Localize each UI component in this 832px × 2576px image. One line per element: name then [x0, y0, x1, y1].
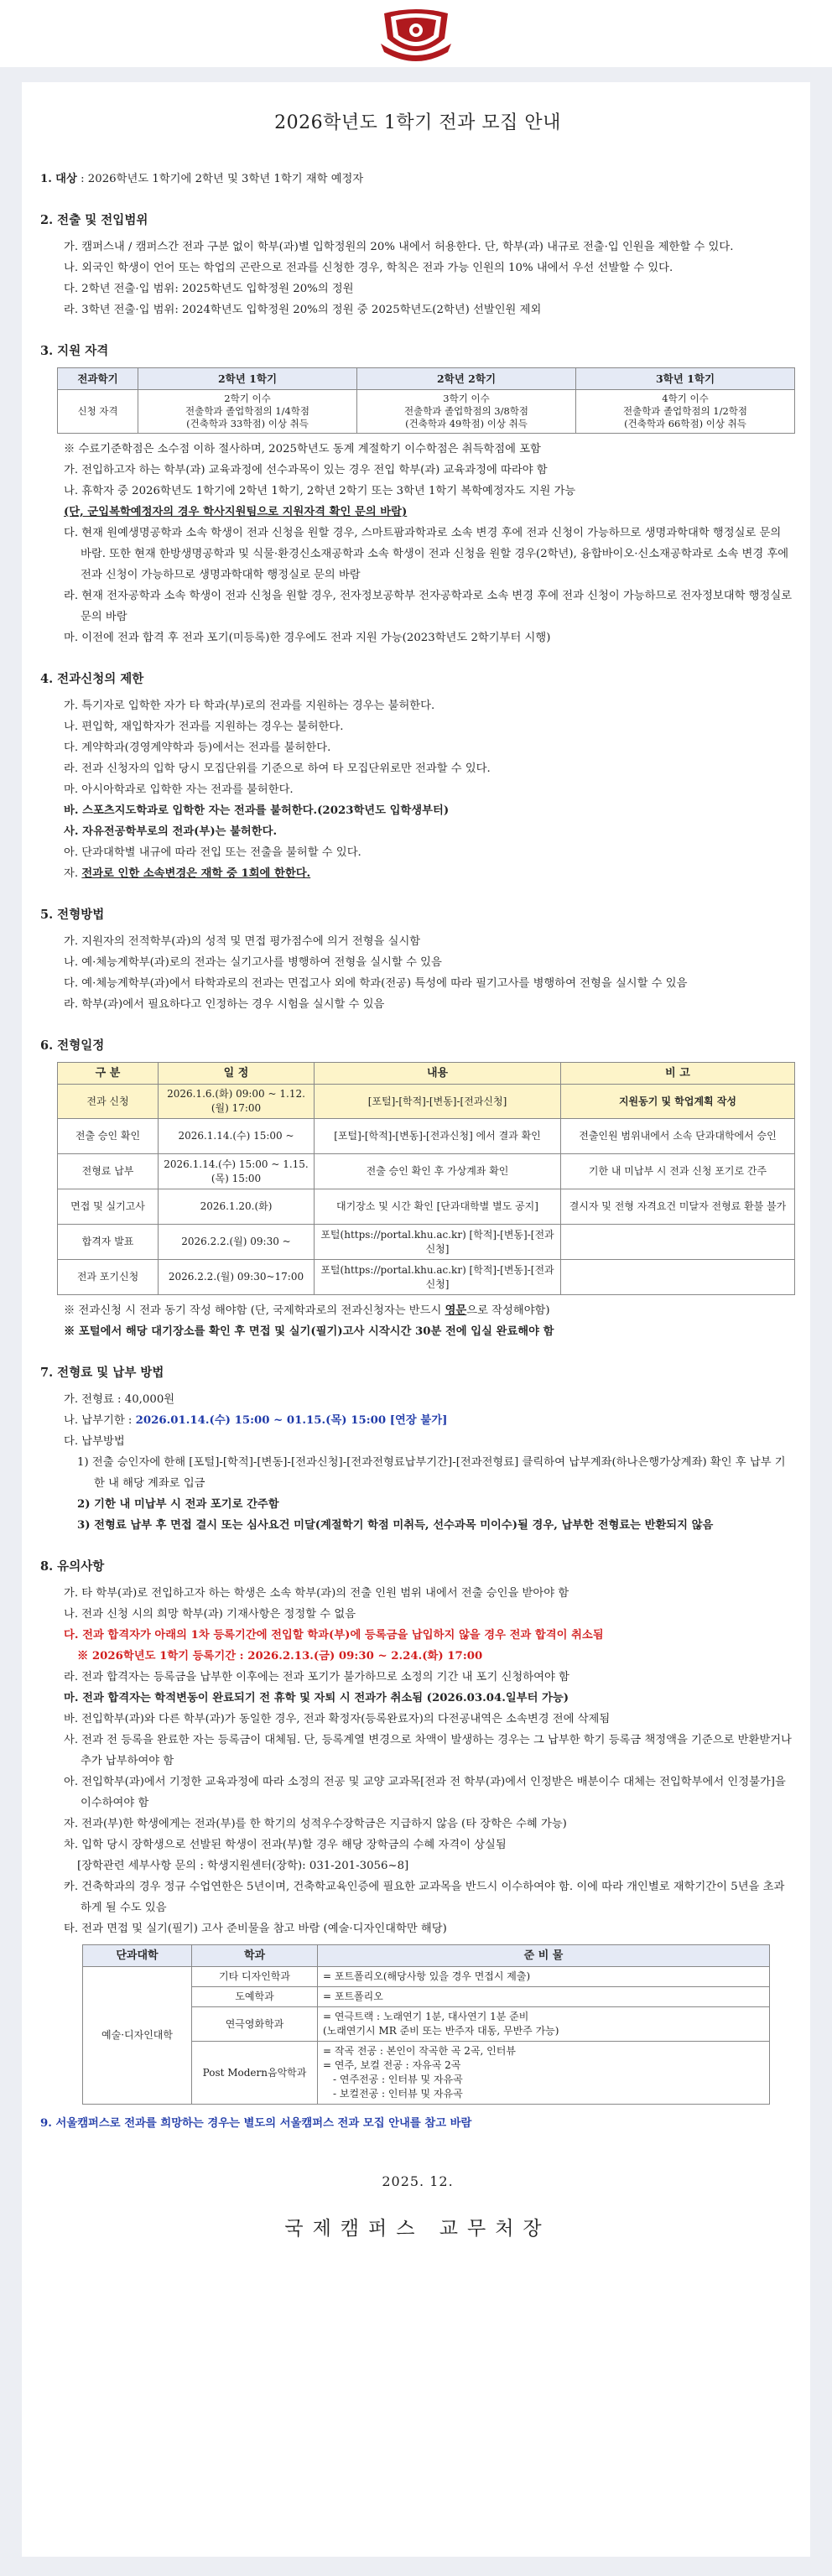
table-cell	[318, 1987, 770, 2007]
cell-line: (건축학과 49학점) 이상 취득	[405, 418, 528, 429]
table-cell: 결시자 및 전형 자격요건 미달자 전형료 환불 불가	[561, 1189, 795, 1225]
cell-line: - 연주전공 : 인터뷰 및 자유곡	[333, 2074, 463, 2085]
list-item: 가. 특기자로 입학한 자가 타 학과(부)로의 전과를 지원하는 경우는 불허한다.	[64, 700, 435, 712]
list-item: 다. 현재 원예생명공학과 소속 학생이 전과 신청을 원할 경우, 스마트팜과학과로 소속 변경 후에 전과 신청이 가능하므로 생명과학대학 행정실로 문의 바람. 또한 현재 한방생명공학과 및 식물·환경신소재공학과 소속 학생이 전과 신청을 원할 경우(2학년), 융합바이오·신소재공학과로 소속 변경 후에 전과 신청이 가능하므로 생명과학대학 행정실로 문의 바람	[64, 527, 789, 581]
cell-line: 4학기 이수	[662, 393, 709, 404]
list-item: 자. 전과(부)한 학생에게는 전과(부)를 한 학기의 성적우수장학금은 지급하지 않음 (타 장학은 수혜 가능)	[64, 1818, 567, 1830]
table-cell: [포털]-[학적]-[변동]-[전과신청]	[315, 1085, 561, 1119]
cell-line: (노래연기시 MR 준비 또는 반주자 대동, 무반주 가능)	[323, 2025, 559, 2037]
cell-line: = 연극트랙 : 노래연기 1분, 대사연기 1분 준비	[323, 2011, 529, 2022]
table-cell: 2026.2.2.(월) 09:30 ~	[159, 1225, 315, 1260]
list-item: 가. 타 학부(과)로 전입하고자 하는 학생은 소속 학부(과)의 전출 인원 범위 내에서 전출 승인을 받아야 함	[64, 1587, 569, 1600]
list-item: 마. 아시아학과로 입학한 자는 전과를 불허한다.	[64, 783, 294, 796]
list-item: 다. 계약학과(경영계약학과 등)에서는 전과를 불허한다.	[64, 742, 331, 754]
table-cell	[561, 1260, 795, 1295]
section-title: 4. 전과신청의 제한	[40, 672, 144, 686]
list-item: 가. 전입하고자 하는 학부(과) 교육과정에 선수과목이 있는 경우 전입 학부(과) 교육과정에 따라야 함	[64, 464, 548, 476]
table-cell	[576, 390, 795, 434]
note-emphasis: 영문	[445, 1304, 467, 1317]
list-item: 나. 외국인 학생이 언어 또는 학업의 곤란으로 전과를 신청한 경우, 학칙은 전과 가능 인원의 10% 내에서 우선 선발할 수 있다.	[64, 262, 673, 274]
table-header: 2학년 2학기	[357, 368, 576, 390]
table-header: 2학년 1학기	[138, 368, 357, 390]
table-cell: 연극영화학과	[192, 2007, 318, 2042]
section-notes	[40, 1556, 795, 2134]
table-cell: 합격자 발표	[58, 1225, 159, 1260]
schedule-table	[57, 1062, 795, 1295]
section-target-number: 1.	[40, 173, 52, 185]
cell-line: = 연주, 보컬 전공 : 자유곡 2곡	[323, 2059, 461, 2071]
list-item: 라. 전과 합격자는 등록금을 납부한 이후에는 전과 포기가 불가하므로 소정의 기간 내 포기 신청하여야 함	[64, 1671, 569, 1684]
table-cell: 전과 포기신청	[58, 1260, 159, 1295]
table-cell: 2026.1.6.(화) 09:00 ~ 1.12.(월) 17:00	[159, 1085, 315, 1119]
table-cell: 2026.2.2.(월) 09:30~17:00	[159, 1260, 315, 1295]
table-cell	[138, 390, 357, 434]
section-target-text: : 2026학년도 1학기에 2학년 및 3학년 1학기 재학 예정자	[81, 173, 364, 185]
table-cell: 전과 신청	[58, 1085, 159, 1119]
list-item: 차. 입학 당시 장학생으로 선발된 학생이 전과(부)할 경우 해당 장학금의 수혜 자격이 상실됨	[64, 1839, 507, 1851]
document-title: 2026학년도 1학기 전과 모집 안내	[274, 112, 561, 133]
list-item: 사. 전과 전 등록을 완료한 자는 등록금이 대체됨. 단, 등록계열 변경으로 차액이 발생하는 경우는 그 납부한 학기 등록금 책정액을 기준으로 반환받거나 추가 납부하여야 함	[64, 1734, 792, 1767]
item-emphasis-text: 전과로 인한 소속변경은 재학 중 1회에 한한다.	[81, 867, 311, 880]
table-cell: 2026.1.14.(수) 15:00 ~	[159, 1119, 315, 1154]
list-item	[57, 1410, 795, 1431]
list-item: 나. 전과 신청 시의 희망 학부(과) 기재사항은 정정할 수 없음	[64, 1608, 356, 1621]
item-prefix: 자.	[64, 867, 82, 880]
table-cell: 면접 및 실기고사	[58, 1189, 159, 1225]
table-cell: 포털(https://portal.khu.ac.kr) [학적]-[변동]-[전과신청]	[315, 1225, 561, 1260]
list-item: 라. 3학년 전출·입 범위: 2024학년도 입학정원 20%의 정원 중 2025학년도(2학년) 선발인원 제외	[64, 304, 542, 316]
list-item: 다. 납부방법	[64, 1435, 125, 1448]
cell-line: = 포트폴리오	[323, 1991, 383, 2002]
table-header: 내용	[315, 1063, 561, 1085]
table-row	[83, 1967, 770, 1987]
list-item: 나. 편입학, 재입학자가 전과를 지원하는 경우는 불허한다.	[64, 721, 344, 733]
payment-period: 2026.01.14.(수) 15:00 ~ 01.15.(목) 15:00 [연장 불가]	[135, 1414, 448, 1427]
cell-line: (건축학과 33학점) 이상 취득	[186, 418, 309, 429]
table-row	[58, 1260, 795, 1295]
seoul-campus-notice: 9. 서울캠퍼스로 전과를 희망하는 경우는 별도의 서울캠퍼스 전과 모집 안내를 참고 바람	[40, 2117, 472, 2130]
eligibility-table	[57, 367, 795, 434]
section-schedule	[40, 1035, 795, 1342]
note-emphasis: ※ 포털에서 해당 대기장소를 확인 후 면접 및 실기(필기)고사 시작시간 30분 전에 입실 완료해야 함	[64, 1325, 554, 1338]
list-subitem-emphasis: 2) 기한 내 미납부 시 전과 포기로 간주함	[77, 1498, 279, 1511]
note: ※ 수료기준학점은 소수점 이하 절사하며, 2025학년도 동계 계절학기 이수학점은 취득학점에 포함	[64, 443, 541, 455]
section-target-title: 대상	[55, 173, 77, 185]
list-item-emphasis	[57, 863, 795, 884]
table-cell: 포털(https://portal.khu.ac.kr) [학적]-[변동]-[전과신청]	[315, 1260, 561, 1295]
table-row	[58, 1225, 795, 1260]
table-header: 전과학기	[58, 368, 138, 390]
table-cell: Post Modern음악학과	[192, 2042, 318, 2105]
list-item-emphasis: (단, 군입복학예정자의 경우 학사지원팀으로 지원자격 확인 문의 바람)	[64, 506, 408, 518]
section-title: 5. 전형방법	[40, 908, 105, 922]
section-transfer-range	[40, 210, 795, 320]
table-header: 단과대학	[83, 1945, 192, 1967]
cell-line: = 작곡 전공 : 본인이 작곡한 곡 2곡, 인터뷰	[323, 2045, 516, 2057]
table-cell: 대기장소 및 시간 확인 [단과대학별 별도 공지]	[315, 1189, 561, 1225]
section-selection-method	[40, 904, 795, 1015]
header-band	[0, 0, 832, 67]
section-title: 6. 전형일정	[40, 1038, 105, 1053]
cell-line: (건축학과 66학점) 이상 취득	[624, 418, 746, 429]
issuing-office: 국제캠퍼스 교무처장	[284, 2218, 551, 2240]
list-item: 카. 건축학과의 경우 정규 수업연한은 5년이며, 건축학교육인증에 필요한 교과목을 반드시 이수하여야 함. 이에 따라 개인별로 재학기간이 5년을 초과하게 될 수도 있음	[64, 1881, 785, 1914]
section-restrictions	[40, 669, 795, 884]
section-title: 8. 유의사항	[40, 1559, 105, 1574]
list-item: 바. 전입학부(과)와 다른 학부(과)가 동일한 경우, 전과 확정자(등록완료자)의 다전공내역은 소속변경 전에 삭제됨	[64, 1713, 611, 1725]
table-cell: 도예학과	[192, 1987, 318, 2007]
table-row	[58, 1085, 795, 1119]
list-item: 나. 휴학자 중 2026학년도 1학기에 2학년 1학기, 2학년 2학기 또는 3학년 1학기 복학예정자도 지원 가능	[64, 485, 576, 497]
note-text: ※ 전과신청 시 전과 동기 작성 해야함 (단, 국제학과로의 전과신청자는 반드시	[64, 1304, 445, 1317]
cell-line: 전출학과 졸업학점의 1/2학점	[622, 405, 748, 417]
cell-line: - 보컬전공 : 인터뷰 및 자유곡	[333, 2088, 463, 2100]
table-row	[58, 1189, 795, 1225]
table-header: 학과	[192, 1945, 318, 1967]
table-cell: 2026.1.14.(수) 15:00 ~ 1.15.(목) 15:00	[159, 1154, 315, 1189]
table-cell: 예술·디자인대학	[83, 1967, 192, 2105]
list-item: 마. 이전에 전과 합격 후 전과 포기(미등록)한 경우에도 전과 지원 가능(2023학년도 2학기부터 시행)	[64, 632, 551, 644]
table-cell	[357, 390, 576, 434]
table-cell: 전출 승인 확인	[58, 1119, 159, 1154]
cell-line: 3학기 이수	[443, 393, 490, 404]
scholarship-contact: [장학관련 세부사항 문의 : 학생지원센터(장학): 031-201-3056~8]	[77, 1860, 409, 1872]
table-row	[58, 1119, 795, 1154]
table-cell	[318, 2007, 770, 2042]
table-cell: 전출 승인 확인 후 가상계좌 확인	[315, 1154, 561, 1189]
list-item-warning: 다. 전과 합격자가 아래의 1차 등록기간에 전입할 학과(부)에 등록금을 납입하지 않을 경우 전과 합격이 취소됨	[64, 1629, 604, 1642]
table-cell: [포털]-[학적]-[변동]-[전과신청] 에서 결과 확인	[315, 1119, 561, 1154]
section-title: 3. 지원 자격	[40, 344, 109, 358]
list-item: 가. 캠퍼스내 / 캠퍼스간 전과 구분 없이 학부(과)별 입학정원의 20% 내에서 허용한다. 단, 학부(과) 내규로 전출·입 인원을 제한할 수 있다.	[64, 241, 734, 253]
item-prefix: 나. 납부기한 :	[64, 1414, 136, 1427]
table-header: 구 분	[58, 1063, 159, 1085]
list-subitem: 1) 전출 승인자에 한해 [포털]-[학적]-[변동]-[전과신청]-[전과전형료납부기간]-[전과전형료] 클릭하여 납부계좌(하나은행가상계좌) 확인 후 납부 기한 내 해당 계좌로 입금	[77, 1456, 786, 1490]
table-cell: 전출인원 범위내에서 소속 단과대학에서 승인	[561, 1119, 795, 1154]
table-header: 준 비 물	[318, 1945, 770, 1967]
list-item: 라. 현재 전자공학과 소속 학생이 전과 신청을 원할 경우, 전자정보공학부 전자공학과로 소속 변경 후에 전과 신청이 가능하므로 전자정보대학 행정실로 문의 바람	[64, 590, 793, 623]
section-fee	[40, 1362, 795, 1536]
cell-line: 전출학과 졸업학점의 1/4학점	[185, 405, 310, 417]
note	[57, 1300, 795, 1321]
list-subitem-emphasis: 3) 전형료 납부 후 면접 결시 또는 심사요건 미달(계절학기 학점 미취득, 선수과목 미이수)될 경우, 납부한 전형료는 반환되지 않음	[77, 1519, 714, 1532]
table-cell	[318, 1967, 770, 1987]
list-item: 다. 예·체능계학부(과)에서 타학과로의 전과는 면접고사 외에 학과(전공) 특성에 따라 필기고사를 병행하여 전형을 실시할 수 있음	[64, 977, 688, 990]
table-header: 3학년 1학기	[576, 368, 795, 390]
list-item: 타. 전과 면접 및 실기(필기) 고사 준비물을 참고 바람 (예술·디자인대학만 해당)	[64, 1923, 447, 1935]
table-cell: 기한 내 미납부 시 전과 신청 포기로 간주	[561, 1154, 795, 1189]
list-item: 다. 2학년 전출·입 범위: 2025학년도 입학정원 20%의 정원	[64, 283, 354, 295]
registration-period: ※ 2026학년도 1학기 등록기간 : 2026.2.13.(금) 09:30 ~ 2.24.(화) 17:00	[77, 1650, 483, 1663]
table-cell	[561, 1225, 795, 1260]
table-row	[58, 1154, 795, 1189]
cell-line: 전출학과 졸업학점의 3/8학점	[403, 405, 529, 417]
preparation-table	[82, 1944, 770, 2105]
list-item: 아. 전입학부(과)에서 기정한 교육과정에 따라 소정의 전공 및 교양 교과목[전과 전 학부(과)에서 인정받은 배분이수 대체는 전입학부에서 인정불가]을 이수하여야 함	[64, 1776, 786, 1809]
cell-line: = 포트폴리오(해당사항 있을 경우 면접시 제출)	[323, 1970, 531, 1982]
list-item-emphasis: 바. 스포츠지도학과로 입학한 자는 전과를 불허한다.(2023학년도 입학생부터)	[64, 804, 450, 817]
list-item: 아. 단과대학별 내규에 따라 전입 또는 전출을 불허할 수 있다.	[64, 846, 361, 859]
table-cell: 2026.1.20.(화)	[159, 1189, 315, 1225]
table-cell	[318, 2042, 770, 2105]
table-cell: 기타 디자인학과	[192, 1967, 318, 1987]
table-header: 일 정	[159, 1063, 315, 1085]
table-header: 비 고	[561, 1063, 795, 1085]
section-eligibility	[40, 341, 795, 648]
section-title: 2. 전출 및 전입범위	[40, 213, 148, 227]
note-text: 으로 작성해야함)	[466, 1304, 550, 1317]
list-item: 라. 학부(과)에서 필요하다고 인정하는 경우 시험을 실시할 수 있음	[64, 998, 385, 1011]
table-cell: 신청 자격	[58, 390, 138, 434]
list-item-emphasis: 마. 전과 합격자는 학적변동이 완료되기 전 휴학 및 자퇴 시 전과가 취소됨 (2026.03.04.일부터 가능)	[64, 1692, 569, 1704]
list-item: 가. 전형료 : 40,000원	[64, 1393, 175, 1406]
table-cell: 지원동기 및 학업계획 작성	[561, 1085, 795, 1119]
list-item: 가. 지원자의 전적학부(과)의 성적 및 면접 평가점수에 의거 전형을 실시함	[64, 935, 421, 948]
cell-line: 2학기 이수	[224, 393, 271, 404]
list-item: 나. 예·체능계학부(과)로의 전과는 실기고사를 병행하여 전형을 실시할 수 있음	[64, 956, 442, 969]
section-title: 7. 전형료 및 납부 방법	[40, 1366, 164, 1380]
list-item-emphasis: 사. 자유전공학부로의 전과(부)는 불허한다.	[64, 825, 278, 838]
university-emblem-icon	[377, 5, 455, 64]
table-cell: 전형료 납부	[58, 1154, 159, 1189]
section-target	[40, 169, 795, 190]
list-item: 라. 전과 신청자의 입학 당시 모집단위를 기준으로 하여 타 모집단위로만 전과할 수 있다.	[64, 762, 491, 775]
notice-document	[22, 82, 810, 2557]
issue-date: 2025. 12.	[382, 2173, 454, 2189]
